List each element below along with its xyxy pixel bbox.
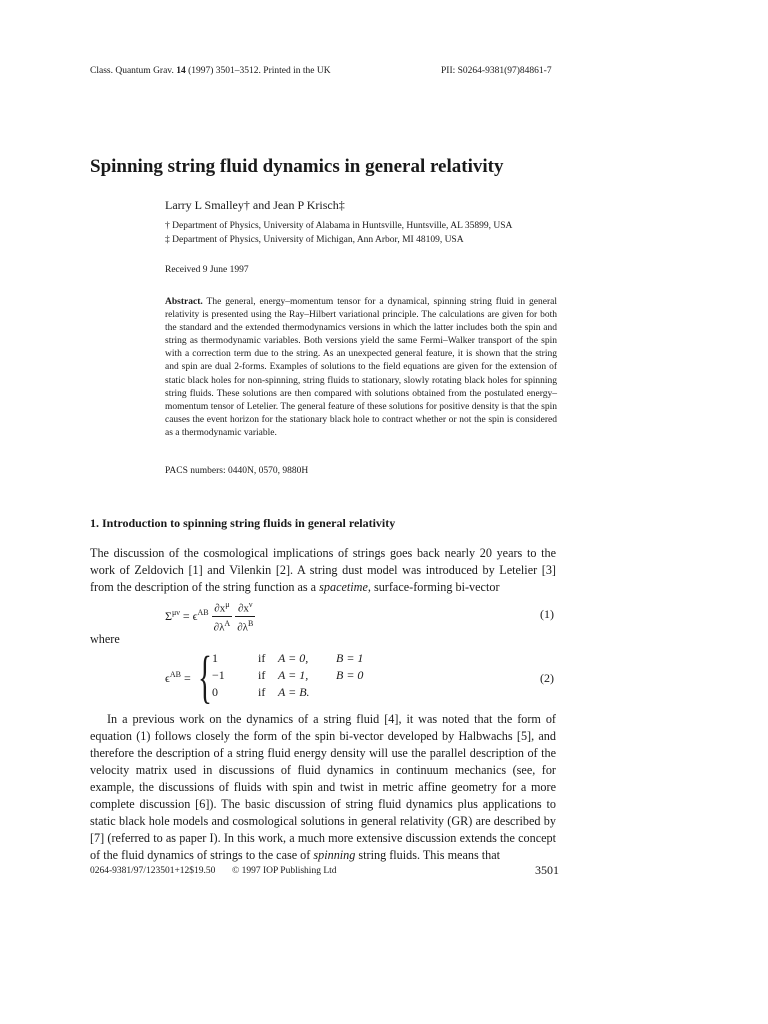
paper-title: Spinning string fluid dynamics in general relativity bbox=[90, 156, 504, 177]
equation-2-cases bbox=[212, 650, 371, 701]
received-date: Received 9 June 1997 bbox=[165, 265, 249, 275]
where-label: where bbox=[90, 632, 120, 646]
equation-1-number: (1) bbox=[540, 607, 554, 621]
journal-volume: 14 bbox=[176, 66, 186, 76]
footer-code: 0264-9381/97/123501+12$19.50 bbox=[90, 866, 216, 876]
left-brace: { bbox=[198, 644, 212, 709]
para1-text-a: The discussion of the cosmological implications of strings goes back nearly 20 years to the work of Zeldovich [1] and Vilenkin [2]. A string dust model was introduced by Letelier [3] from the description of the string function as a bbox=[90, 546, 556, 594]
journal-year-pages: (1997) 3501–3512. Printed in the UK bbox=[188, 66, 331, 76]
abstract bbox=[165, 296, 557, 440]
para2-text-b: string fluids. This means that bbox=[355, 848, 501, 862]
case-b bbox=[336, 684, 371, 701]
equation-2-lhs: $\epsilon^{AB}$ = bbox=[165, 670, 191, 685]
abstract-text: The general, energy–momentum tensor for a dynamical, spinning string fluid in general relativity is presented using the Ray–Hilbert variational principle. The calculations are given for both the standard and the extended thermodynamics versions in which the latter includes both the spin and string as thermodynamic variables. Both versions yield the same Fermi–Walker transport of the spin with a correction term due to the string. As an unexpected general feature, it is shown that the string and spin are dual 2-forms. Examples of solutions to the field equations are given for the extension of static black holes for non-spinning, string fluids to stationary, slowly rotating black holes for spinning string fluids. These solutions are then compared with solutions obtained from the postulated energy–momentum tensor of Letelier. The general feature of these solutions for positive density is that the spin causes the event horizon for the stationary black hole to contract whether or not the spin is considered as a thermodynamic variable. bbox=[165, 297, 557, 438]
case-row bbox=[212, 650, 371, 667]
equation-1: $\Sigma^{\mu\nu} = \epsilon^{AB}$ $\frac{\partial x^\mu}{\partial\lambda^A}$ $\frac{\partial x^\nu}{\partial\lambda^B}$ bbox=[165, 600, 254, 634]
pii-code: PII: S0264-9381(97)84861-7 bbox=[441, 66, 552, 76]
para2-text-a: In a previous work on the dynamics of a string fluid [4], it was noted that the form of equation (1) follows closely the form of the spin bi-vector developed by Halbwachs [5], and therefore the description of a string fluid energy density will use the parallel description of the velocity matrix used in discussions of fluid dynamics in continuum mechanics (see, for example, the discussions of fluids with spin and twist in metric affine geometry for a more complete discussion [6]). The basic discussion of string fluid dynamics plus applications to static black hole models and cosmological solutions in general relativity (GR) are described by [7] (referred to as paper I). In this work, a much more extensive discussion extends the concept of the fluid dynamics of strings to the case of bbox=[90, 712, 556, 862]
affiliation-2: ‡ Department of Physics, University of Michigan, Ann Arbor, MI 48109, USA bbox=[165, 235, 464, 245]
para2-emphasis: spinning bbox=[313, 848, 356, 862]
pacs-numbers: PACS numbers: 0440N, 0570, 9880H bbox=[165, 466, 309, 476]
para1-emphasis: spacetime bbox=[319, 580, 368, 594]
journal-name: Class. Quantum Grav. bbox=[90, 66, 174, 76]
section-heading: 1. Introduction to spinning string fluids in general relativity bbox=[90, 516, 396, 530]
case-if: if bbox=[258, 668, 266, 682]
case-row bbox=[212, 667, 371, 684]
case-b: B = 0 bbox=[336, 668, 364, 682]
case-a: A = B. bbox=[278, 685, 310, 699]
case-value: 0 bbox=[212, 685, 218, 699]
journal-citation bbox=[90, 66, 331, 76]
case-value: −1 bbox=[212, 668, 225, 682]
affiliation-1: † Department of Physics, University of Alabama in Huntsville, Huntsville, AL 35899, USA bbox=[165, 221, 513, 231]
authors: Larry L Smalley† and Jean P Krisch‡ bbox=[165, 198, 345, 212]
intro-paragraph-1 bbox=[90, 545, 556, 596]
case-a: A = 0, bbox=[278, 651, 309, 665]
case-a: A = 1, bbox=[278, 668, 309, 682]
page-number: 3501 bbox=[535, 863, 559, 877]
footer-copyright: © 1997 IOP Publishing Ltd bbox=[232, 866, 337, 876]
para1-text-b: , surface-forming bi-vector bbox=[367, 580, 500, 594]
case-b: B = 1 bbox=[336, 651, 364, 665]
case-if: if bbox=[258, 685, 266, 699]
case-row bbox=[212, 684, 371, 701]
case-value: 1 bbox=[212, 651, 218, 665]
abstract-label: Abstract. bbox=[165, 297, 203, 307]
intro-paragraph-2 bbox=[90, 711, 556, 864]
equation-2-number: (2) bbox=[540, 671, 554, 685]
case-if: if bbox=[258, 651, 266, 665]
